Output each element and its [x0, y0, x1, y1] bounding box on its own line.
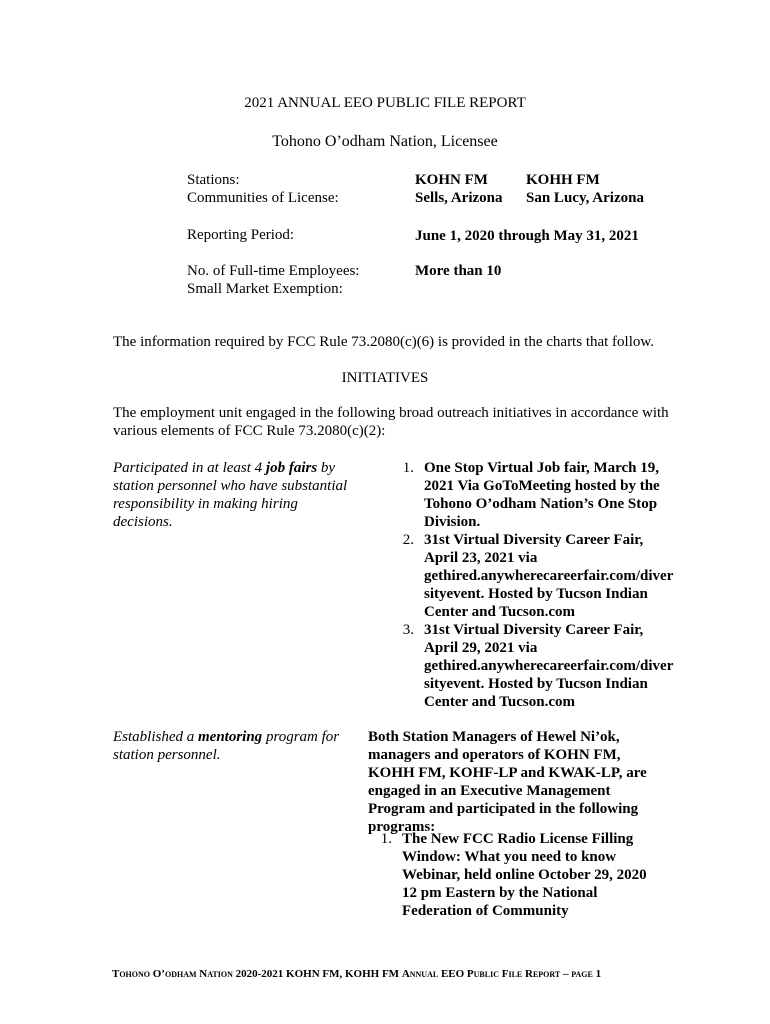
list-item	[358, 830, 652, 920]
page-number: 1	[595, 968, 602, 980]
initiatives-intro: The employment unit engaged in the following broad outreach initiatives in accordance with various elements of FCC Rule 73.2080(c)(2):	[113, 405, 669, 439]
initiatives-heading: INITIATIVES	[341, 370, 429, 386]
exemption-label: Small Market Exemption:	[187, 281, 343, 297]
item-number: 1.	[402, 460, 414, 476]
intro-text: The information required by FCC Rule 73.2080(c)(6) is provided in the charts that follow.	[113, 334, 654, 350]
mentoring-list	[358, 830, 652, 920]
item-text: 31st Virtual Diversity Career Fair, April 29, 2021 via gethired.anywherecareerfair.com/diversityevent. Hosted by Tucson Indian Center and Tucson.com	[424, 622, 674, 710]
footer-text: 2020-2021 KOHN FM, KOHH FM	[235, 968, 400, 980]
footer-text: Annual EEO Public File Report – page	[401, 968, 593, 980]
communities-label: Communities of License:	[187, 190, 339, 206]
desc-text: Participated in at least 4	[113, 460, 266, 476]
list-item	[380, 459, 674, 531]
desc-text: by station personnel who have substantial responsibility in making hiring decisions.	[113, 460, 348, 530]
employees-value: More than 10	[415, 263, 502, 279]
desc-bold: job fairs	[265, 460, 318, 476]
period-label: Reporting Period:	[187, 227, 295, 243]
community-1: Sells, Arizona	[415, 190, 503, 206]
list-item	[380, 531, 674, 621]
desc-text: Established a	[113, 729, 198, 745]
item-text: The New FCC Radio License Filling Window: What you need to know Webinar, held online October 29, 2020 12 pm Eastern by the National Federation of Community	[402, 831, 647, 919]
item-number: 3.	[402, 622, 414, 638]
period-value: June 1, 2020 through May 31, 2021	[415, 228, 639, 244]
station-1: KOHN FM	[415, 172, 488, 188]
desc-text: program for station personnel.	[113, 729, 340, 763]
community-2: San Lucy, Arizona	[526, 190, 644, 206]
item-number: 1.	[380, 831, 392, 847]
mentoring-description	[113, 728, 363, 764]
list-item	[380, 621, 674, 711]
item-text: One Stop Virtual Job fair, March 19, 2021 Via GoToMeeting hosted by the Tohono O’odham Nation’s One Stop Division.	[424, 460, 660, 530]
desc-bold: mentoring	[198, 729, 263, 745]
station-2: KOHH FM	[526, 172, 600, 188]
employees-label: No. of Full-time Employees:	[187, 263, 360, 279]
mentoring-text: Both Station Managers of Hewel Ni’ok, managers and operators of KOHN FM, KOHH FM, KOHF-LP and KWAK-LP, are engaged in an Executive Management Program and participated in the following programs:	[368, 729, 647, 835]
report-title: 2021 ANNUAL EEO PUBLIC FILE REPORT	[244, 95, 526, 111]
item-number: 2.	[402, 532, 414, 548]
item-text: 31st Virtual Diversity Career Fair, April 23, 2021 via gethired.anywherecareerfair.com/diversityevent. Hosted by Tucson Indian Center and Tucson.com	[424, 532, 674, 620]
stations-label: Stations:	[187, 172, 240, 188]
footer-text: Tohono O’odham Nation	[112, 968, 233, 980]
page-footer	[112, 965, 601, 983]
job-fairs-description	[113, 459, 358, 531]
job-fairs-list	[380, 459, 674, 711]
licensee: Tohono O’odham Nation, Licensee	[272, 133, 498, 150]
